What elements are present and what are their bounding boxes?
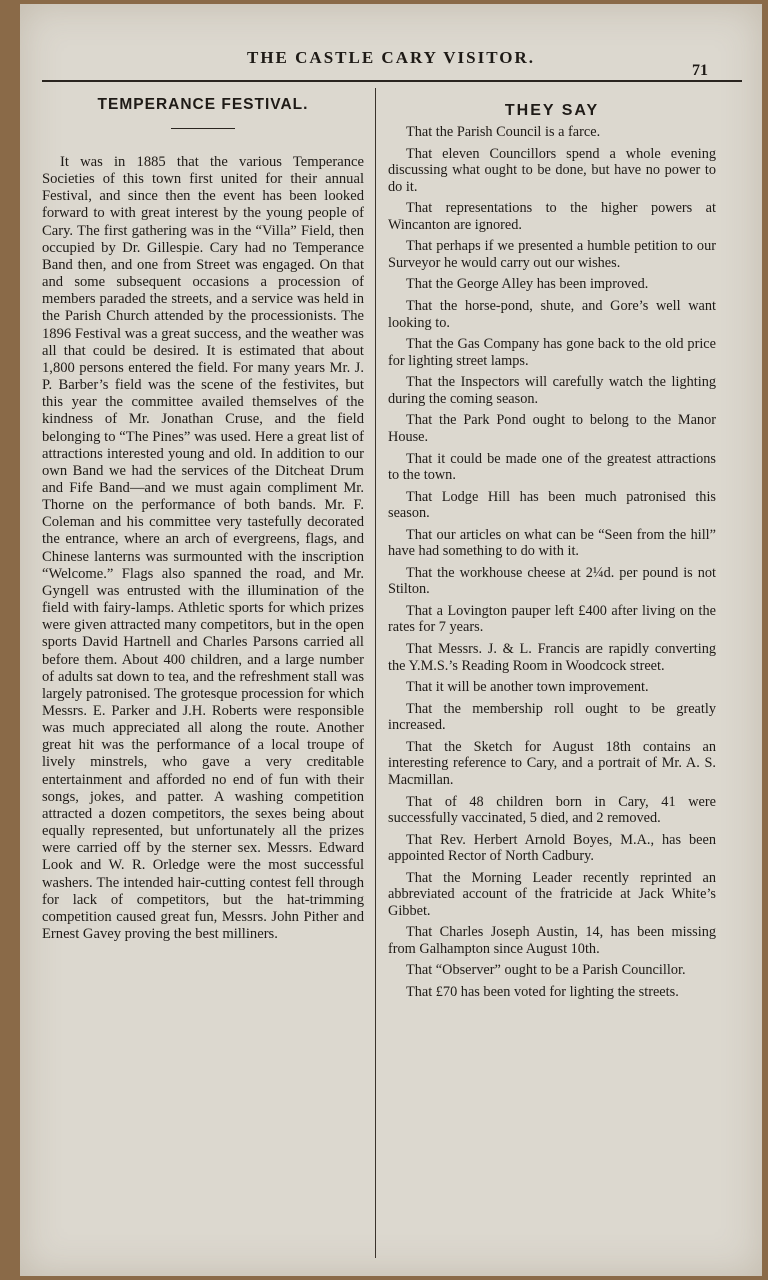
they-say-column — [388, 94, 716, 1006]
they-say-list — [388, 124, 716, 1001]
article-body: It was in 1885 that the various Temperance Societies of this town first united for their annual Festival, and since then the event has been looked forward to with great interest by the young people of Cary. The first gathering was in the “Villa” Field, then occupied by Dr. Gillespie. Cary had no Temperance Band then, and one from Street was engaged. On that and some subsequent occasions a procession of members paraded the streets, and a service was held in the Parish Church attended by the processionists. The 1896 Festival was a great success, and the weather was all that could be desired. It is estimated that about 1,800 persons entered the field. For many years Mr. J. P. Barber’s field was the scene of the festivites, but this year the committee availed themselves of the kindness of Mr. Jonathan Cruse, and the field belonging to “The Pines” was used. Here a great list of attractions interested young and old. In addition to our own Band we had the services of the Ditcheat Drum and Fife Band—and we must again compliment Mr. Thorne on the performance of both bands. Mr. F. Coleman and his committee very tastefully decorated the entrance, where an arch of evergreens, flags, and Chinese lanterns was surmounted with the inscription “Welcome.” Flags also spanned the road, and Mr. Gyngell was entrusted with the illumination of the field with fairy-lamps. Athletic sports for which prizes were given attracted many competitors, but in the open sports David Hartnell and Charles Parsons carried all before them. About 400 children, and a large number of adults sat down to tea, and the refreshment stall was largely patronised. The grotesque procession for which Messrs. E. Parker and J.H. Roberts were responsible was much appreciated all along the route. Another great hit was the performance of a local troupe of lively minstrels, who gave a very creditable entertainment and afforded no end of fun with their songs, jokes, and patter. A washing competition attracted a dozen competitors, the sexes being about equally represented, but unfortunately all the prizes were carried off by the sterner sex. Messrs. Edward Look and W. R. Orledge were the most successful washers. The intended hair-cutting contest fell through for lack of competitors, but the hat-trimming competition caused great fun, Messrs. John Pither and Ernest Gavey proving the best milliners. — [42, 154, 364, 943]
article-title: TEMPERANCE FESTIVAL. — [97, 96, 309, 113]
they-say-item: That the workhouse cheese at 2¼d. per pound is not Stilton. — [388, 564, 716, 598]
publication-title: THE CASTLE CARY VISITOR. — [247, 48, 535, 67]
they-say-item: That Messrs. J. & L. Francis are rapidly converting the Y.M.S.’s Reading Room in Woodcock street. — [388, 641, 716, 674]
column-divider — [375, 88, 376, 1258]
they-say-item: That eleven Councillors spend a whole evening discussing what ought to be done, but have no power to do it. — [388, 145, 716, 195]
they-say-item: That representations to the higher powers at Wincanton are ignored. — [388, 200, 716, 233]
they-say-item: That the Park Pond ought to belong to the Manor House. — [388, 412, 716, 445]
they-say-item: That Lodge Hill has been much patronised this season. — [388, 488, 716, 522]
they-say-item: That “Observer” ought to be a Parish Councillor. — [406, 962, 686, 979]
they-say-item: That the Gas Company has gone back to the old price for lighting street lamps. — [388, 336, 716, 369]
they-say-item: That the Inspectors will carefully watch the lighting during the coming season. — [388, 374, 716, 407]
they-say-item: That it will be another town improvement. — [406, 679, 649, 696]
they-say-item: That the Parish Council is a farce. — [406, 124, 601, 140]
they-say-item: That perhaps if we presented a humble petition to our Surveyor he would carry out our wishes. — [388, 238, 716, 271]
they-say-item: That a Lovington pauper left £400 after living on the rates for 7 years. — [388, 603, 716, 636]
page-number: 71 — [692, 62, 708, 79]
they-say-item: That our articles on what can be “Seen from the hill” have had something to do with it. — [388, 526, 716, 560]
they-say-item: That the Sketch for August 18th contains an interesting reference to Cary, and a portrait of Mr. A. S. Macmillan. — [388, 739, 716, 788]
they-say-item: That Charles Joseph Austin, 14, has been missing from Galhampton since August 10th. — [388, 924, 716, 957]
they-say-item: That £70 has been voted for lighting the streets. — [406, 984, 679, 1001]
newspaper-page — [20, 4, 762, 1276]
they-say-item: That Rev. Herbert Arnold Boyes, M.A., has been appointed Rector of North Cadbury. — [388, 831, 716, 865]
temperance-festival-column — [42, 94, 364, 958]
they-say-title: THEY SAY — [504, 102, 600, 119]
header-rule — [42, 80, 742, 82]
they-say-item: That it could be made one of the greatest attractions to the town. — [388, 450, 716, 483]
they-say-item: That of 48 children born in Cary, 41 were successfully vaccinated, 5 died, and 2 removed. — [388, 793, 716, 826]
they-say-item: That the membership roll ought to be greatly increased. — [388, 700, 716, 734]
they-say-item: That the horse-pond, shute, and Gore’s well want looking to. — [388, 298, 716, 331]
they-say-item: That the Morning Leader recently reprinted an abbreviated account of the fratricide at Jack White’s Gibbet. — [388, 869, 716, 919]
title-rule — [171, 128, 235, 129]
they-say-item: That the George Alley has been improved. — [406, 276, 649, 293]
